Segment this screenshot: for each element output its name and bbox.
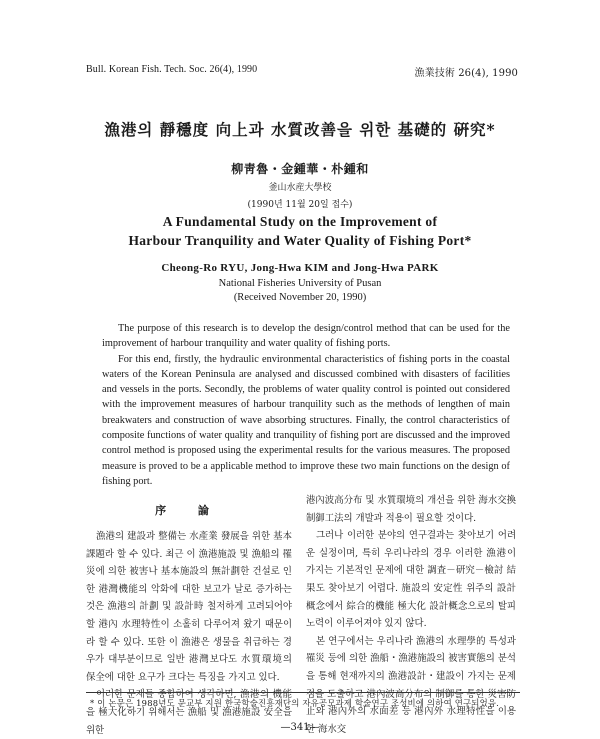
abstract-paragraph: The purpose of this research is to develop the design/control method that can be used for the improvement of harbour tranquility and water quality of fishing ports.: [102, 323, 510, 350]
page-number: —341—: [280, 722, 320, 733]
english-title-line2: Harbour Tranquility and Water Quality of Fishing Port*: [128, 233, 472, 248]
korean-affiliation: 釜山水産大學校: [268, 183, 332, 193]
abstract-paragraph: For this end, firstly, the hydraulic environmental characteristics of fishing ports in the coastal waters of the Korean Peninsula are analysed and discussed combined with disasters of facilities and vessels in the ports. Secondly, the problems of water quality control is pointed out considered with the improvement measures of harbour tranquility such as the methods of lengthen of main breakwaters and construction of wave absorbing structures. Finally, the control characteristics of composite functions of water quality and tranquility of fishing port are discussed and the improved control method is proposed using the experimental results for the various measures. The proposed measure is proved to be a applicable method to improve these two main functions on the design of fishing port.: [102, 353, 510, 487]
footnote-divider: [86, 692, 520, 693]
body-paragraph: 본 연구에서는 우리나라 漁港의 水理學的 특성과 罹災 등에 의한 漁船・漁港施設의 被害實態의 분석을 통해 현재까지의 漁港設計・建設이 가지는 문제점을 도출하고 港內波高分布의 制御를 통한 災害防止와 港內外의 水面差 등 港內外 水理特性을 이용한 海水交: [306, 635, 516, 735]
abstract: [102, 321, 510, 489]
english-title: [0, 212, 600, 250]
english-authors: Cheong-Ro RYU, Jong-Hwa KIM and Jong-Hwa PARK: [161, 262, 439, 274]
body-paragraph: 이러한 문제들 종합하여 생각하면, 漁港의 機能을 極大化하기 위해서는 漁船 및 漁港施設 安全을 위한: [86, 689, 292, 736]
body-paragraph: 그러나 이러한 분야의 연구결과는 찾아보기 어려운 실정이며, 특히 우리나라의 경우 이러한 漁港이 가지는 기본적인 문제에 대한 調査－研究－檢討 結果도 찾아보기 어렵다. 施設의 安定性 위주의 設計概念에서 綜合的機能 極大化 設計概念으로의 탈피 노력이 이루어져야 있지 않다.: [306, 530, 516, 630]
body-paragraph: 漁港의 建設과 整備는 水產業 發展을 위한 基本課題라 할 수 있다. 최근 이 漁港施設 및 漁船의 罹災에 의한 被害나 基本施設의 無計劃한 건설로 인한 港灣機能의 악화에 대한 보고가 날로 증가하는 것은 漁港의 計劃 및 設計時 철저하게 고려되어야 할 港內 水理特性이 소홀히 다루어져 왔기 때문이라 할 수 있다. 또한 이 漁港은 생물을 취급하는 경우가 대부분이므로 일반 港灣보다도 水質環境의 保全에 대한 요구가 크다는 특징을 가지고 있다.: [86, 531, 292, 683]
korean-title: 漁港의 靜穩度 向上과 水質改善을 위한 基礎的 硏究*: [104, 120, 496, 139]
journal-header-left: Bull. Korean Fish. Tech. Soc. 26(4), 1990: [86, 64, 258, 75]
korean-received-date: (1990년 11월 20일 접수): [247, 200, 353, 210]
english-affiliation: National Fisheries University of Pusan: [218, 278, 382, 289]
footnote: * 이 논문은 1988년도 문교부 지원 한국학술진흥재단의 자유공모과제 학술연구 조성비에 의하여 연구되었음.: [90, 698, 500, 708]
journal-header-right: 漁業技術 26(4), 1990: [414, 68, 518, 79]
section-title-introduction: 序 論: [155, 504, 223, 517]
english-received-date: (Received November 20, 1990): [233, 292, 367, 303]
body-paragraph: 港內波高分布 및 水質環境의 개선을 위한 海水交換制御工法의 개발과 적용이 필요할 것이다.: [306, 495, 516, 524]
english-title-line1: A Fundamental Study on the Improvement of: [162, 214, 438, 229]
korean-authors: 柳靑魯・金鍾華・朴鍾和: [231, 162, 369, 176]
